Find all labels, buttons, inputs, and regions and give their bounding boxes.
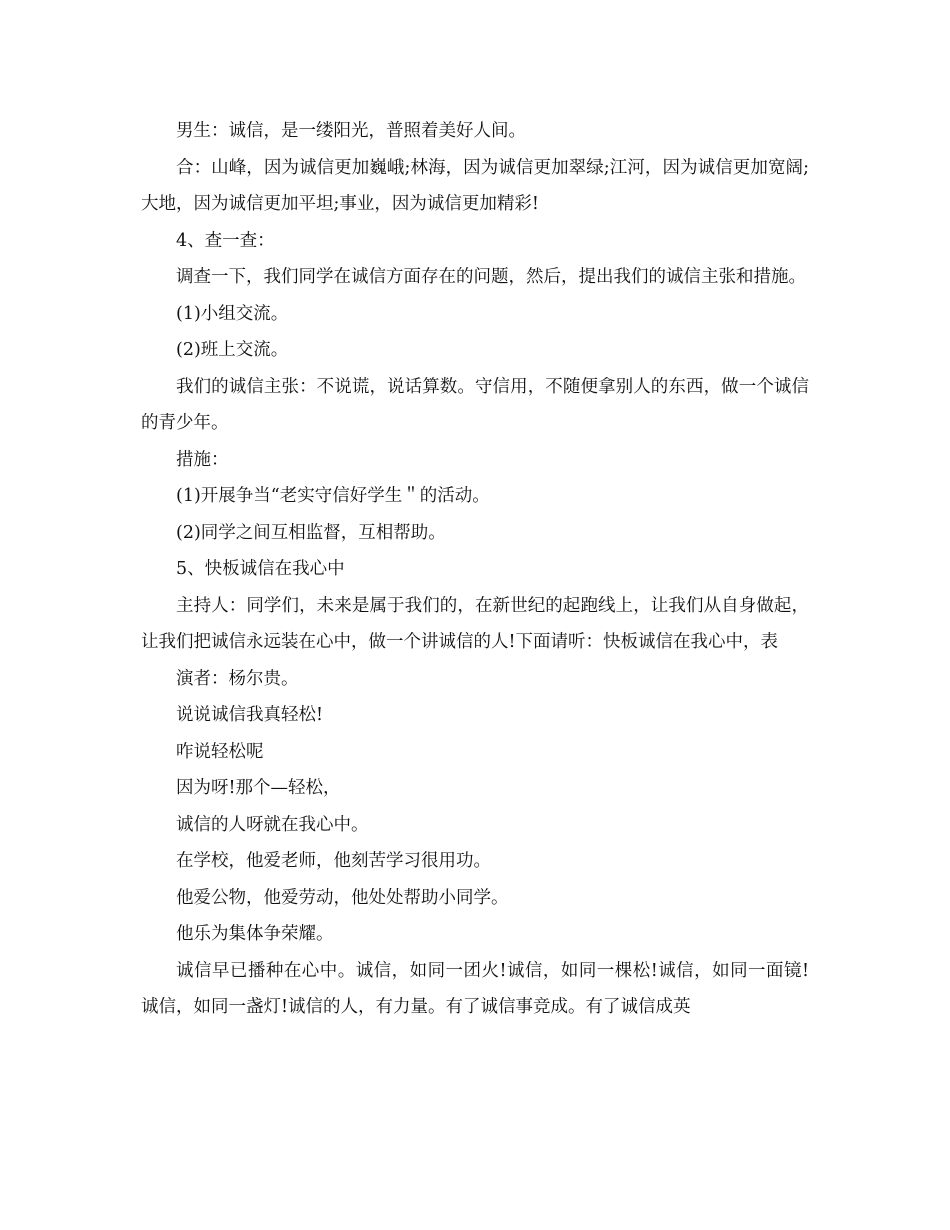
paragraph: (2)同学之间互相监督，互相帮助。	[176, 522, 446, 543]
paragraph: 咋说轻松呢	[176, 741, 264, 762]
paragraph: 5、快板诚信在我心中	[176, 559, 345, 579]
paragraph: 他爱公物，他爱劳动，他处处帮助小同学。	[176, 887, 509, 908]
paragraph: 男生：诚信，是一缕阳光，普照着美好人间。	[176, 121, 526, 141]
paragraph: 诚信的人呀就在我心中。	[176, 814, 369, 835]
paragraph: 调查一下，我们同学在诚信方面存在的问题，然后，提出我们的诚信主张和措施。	[176, 267, 806, 287]
paragraph: 说说诚信我真轻松!	[176, 705, 324, 725]
paragraph: 我们的诚信主张：不说谎，说话算数。守信用，不随便拿别人的东西，做一个诚信的青少年。	[141, 376, 809, 433]
paragraph: (1)小组交流。	[176, 303, 289, 324]
paragraph: 4、查一查：	[176, 230, 275, 251]
paragraph: 在学校，他爱老师，他刻苦学习很用功。	[176, 851, 491, 871]
document-body	[141, 113, 809, 1026]
paragraph: 合：山峰，因为诚信更加巍峨;林海，因为诚信更加翠绿;江河，因为诚信更加宽阔;大地，因为诚信更加平坦;事业，因为诚信更加精彩!	[141, 157, 809, 214]
paragraph: 诚信早已播种在心中。诚信，如同一团火!诚信，如同一棵松!诚信，如同一面镜! 诚信，如同一盏灯!诚信的人，有力量。有了诚信事竞成。有了诚信成英	[141, 960, 809, 1017]
paragraph: 演者：杨尔贵。	[176, 668, 299, 689]
paragraph: 措施：	[176, 449, 229, 470]
paragraph: 因为呀!那个—轻松，	[176, 778, 341, 798]
paragraph: 主持人：同学们，未来是属于我们的，在新世纪的起跑线上，让我们从自身做起，让我们把诚信永远装在心中，做一个讲诚信的人!下面请听：快板诚信在我心中，表	[141, 595, 809, 652]
paragraph: (1)开展争当“老实守信好学生＂的活动。	[176, 486, 490, 506]
paragraph: 他乐为集体争荣耀。	[176, 924, 334, 944]
paragraph: (2)班上交流。	[176, 340, 289, 360]
